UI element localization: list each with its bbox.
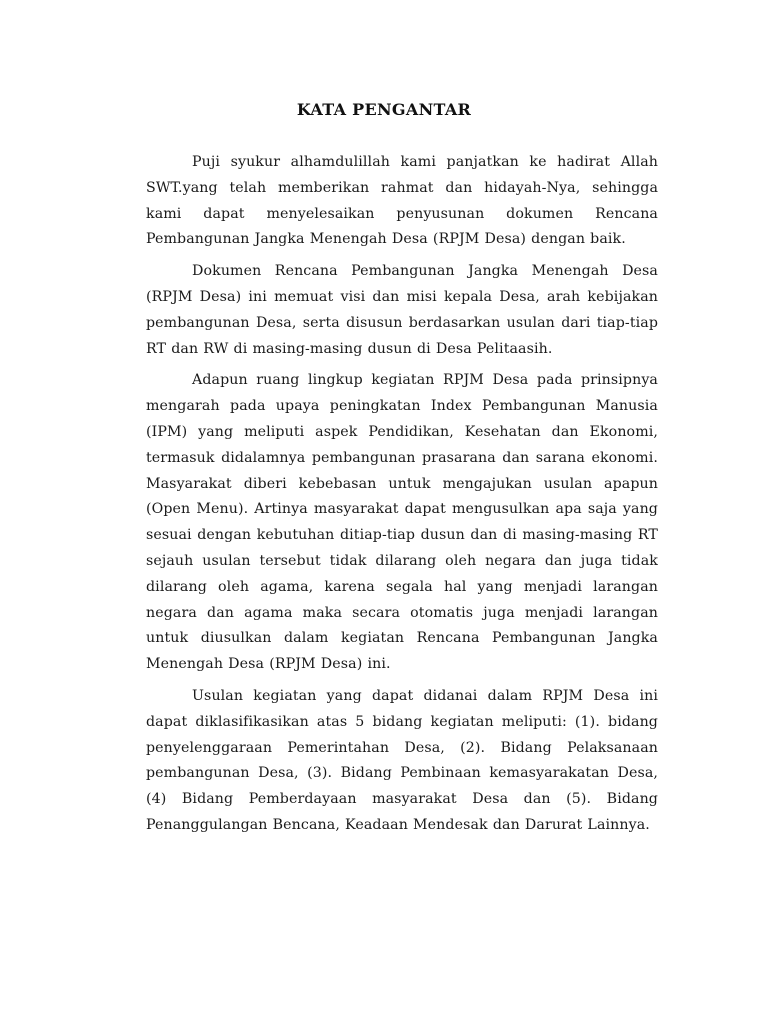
body-text [146, 150, 658, 845]
paragraph-1: Puji syukur alhamdulillah kami panjatkan ke hadirat Allah SWT.yang telah memberikan rahmat dan hidayah-Nya, sehingga kami dapat menyelesaikan penyusunan dokumen Rencana Pembangunan Jangka Menengah Desa (RPJM Desa) dengan baik. [146, 154, 658, 248]
paragraph-2: Dokumen Rencana Pembangunan Jangka Menengah Desa (RPJM Desa) ini memuat visi dan misi kepala Desa, arah kebijakan pembangunan Desa, serta disusun berdasarkan usulan dari tiap-tiap RT dan RW di masing-masing dusun di Desa Pelitaasih. [146, 263, 658, 357]
paragraph-4: Usulan kegiatan yang dapat didanai dalam RPJM Desa ini dapat diklasifikasikan atas 5 bidang kegiatan meliputi: (1). bidang penyelenggaraan Pemerintahan Desa, (2). Bidang Pelaksanaan pembangunan Desa, (3). Bidang Pembinaan kemasyarakatan Desa, (4) Bidang Pemberdayaan masyarakat Desa dan (5). Bidang Penanggulangan Bencana, Keadaan Mendesak dan Darurat Lainnya. [146, 687, 658, 833]
page-title: KATA PENGANTAR [296, 100, 472, 119]
paragraph-3: Adapun ruang lingkup kegiatan RPJM Desa pada prinsipnya mengarah pada upaya peningkatan Index Pembangunan Manusia (IPM) yang meliputi aspek Pendidikan, Kesehatan dan Ekonomi, termasuk didalamnya pembangunan prasarana dan sarana ekonomi. Masyarakat diberi kebebasan untuk mengajukan usulan apapun (Open Menu). Artinya masyarakat dapat mengusulkan apa saja yang sesuai dengan kebutuhan ditiap-tiap dusun dan di masing-masing RT sejauh usulan tersebut tidak dilarang oleh negara dan juga tidak dilarang oleh agama, karena segala hal yang menjadi larangan negara dan agama maka secara otomatis juga menjadi larangan untuk diusulkan dalam kegiatan Rencana Pembangunan Jangka Menengah Desa (RPJM Desa) ini. [146, 372, 658, 673]
